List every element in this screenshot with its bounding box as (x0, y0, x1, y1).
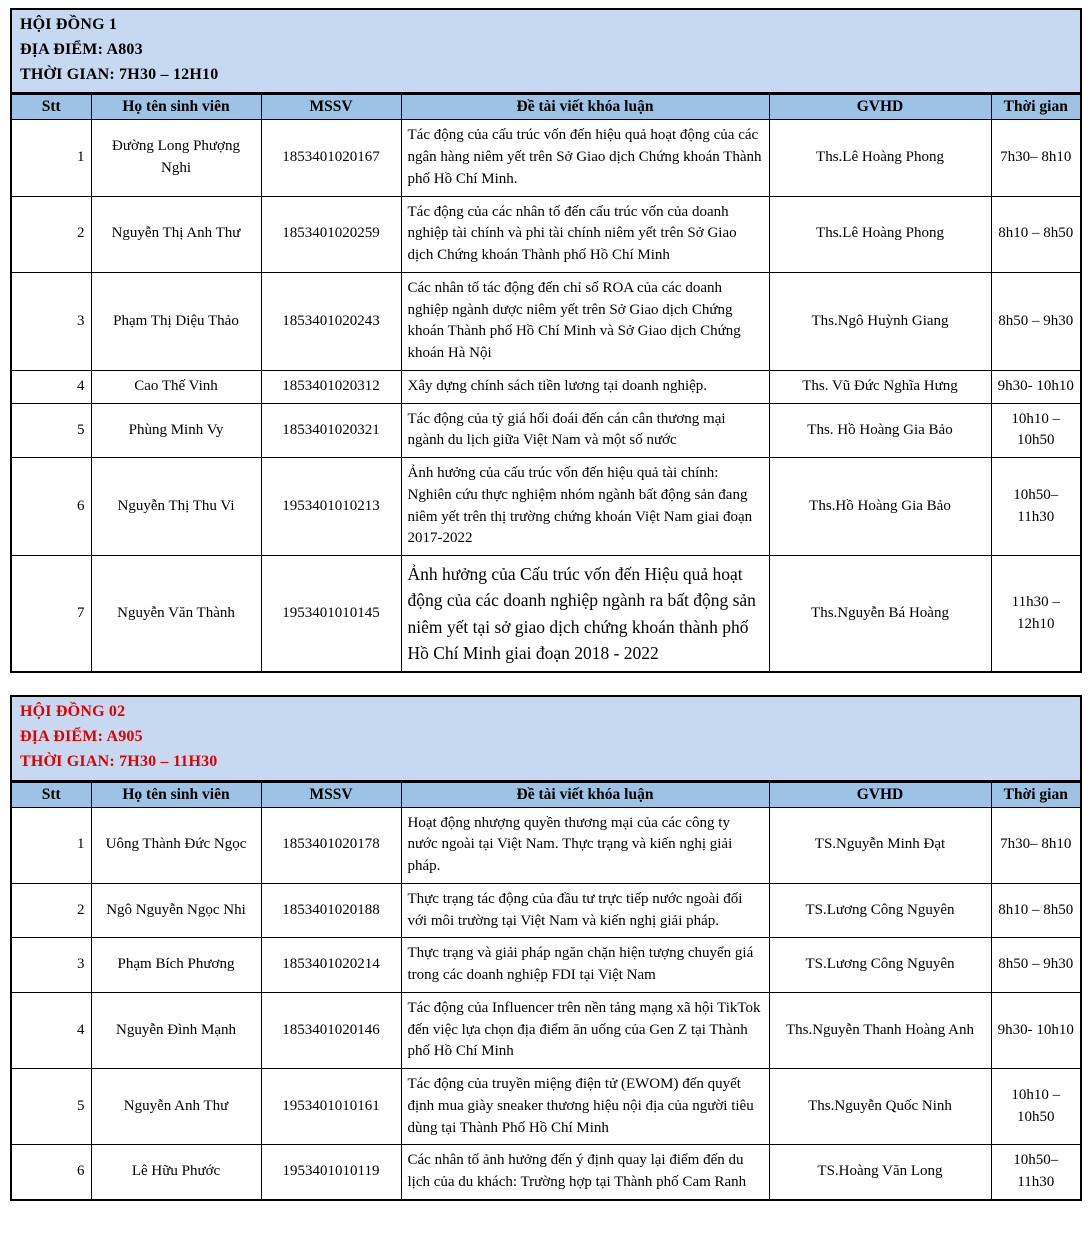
committee-location: ĐỊA ĐIỂM: A803 (20, 40, 143, 58)
table-header-row (11, 782, 1081, 808)
column-header-mssv: MSSV (261, 782, 401, 808)
table-row (11, 938, 1081, 993)
cell-advisor: TS.Hoàng Văn Long (769, 1145, 991, 1200)
cell-mssv: 1853401020243 (261, 272, 401, 370)
cell-stt: 6 (11, 458, 91, 556)
cell-time-slot: 10h10 – 10h50 (991, 1069, 1081, 1145)
cell-student-name: Phùng Minh Vy (91, 403, 261, 458)
cell-stt: 6 (11, 1145, 91, 1200)
cell-time-slot: 8h50 – 9h30 (991, 938, 1081, 993)
cell-stt: 4 (11, 370, 91, 403)
cell-mssv: 1853401020188 (261, 883, 401, 938)
committee-location: ĐỊA ĐIỂM: A905 (20, 727, 143, 745)
committee-time-range: THỜI GIAN: 7H30 – 12H10 (20, 65, 219, 83)
cell-stt: 4 (11, 992, 91, 1068)
cell-student-name: Nguyễn Văn Thành (91, 556, 261, 673)
committee-title: HỘI ĐỒNG 02 (20, 703, 126, 721)
cell-thesis-topic: Các nhân tố tác động đến chỉ số ROA của các doanh nghiệp ngành dược niêm yết trên Sở Giao dịch Chứng khoán Thành phố Hồ Chí Minh và Sở Giao dịch Chứng khoán Hà Nội (401, 272, 769, 370)
cell-thesis-topic: Tác động của tỷ giá hối đoái đến cán cân thương mại ngành du lịch giữa Việt Nam và một số nước (401, 403, 769, 458)
column-header-stt: Stt (11, 94, 91, 120)
cell-thesis-topic: Tác động của Influencer trên nền tảng mạng xã hội TikTok đến việc lựa chọn địa điểm ăn uống của Gen Z tại Thành phố Hồ Chí Minh (401, 992, 769, 1068)
cell-advisor: Ths.Lê Hoàng Phong (769, 120, 991, 196)
cell-student-name: Đường Long Phượng Nghi (91, 120, 261, 196)
column-header-stt: Stt (11, 782, 91, 808)
committees-container (10, 8, 1091, 1201)
cell-stt: 3 (11, 938, 91, 993)
cell-stt: 7 (11, 556, 91, 673)
column-header-thesis-topic: Đề tài viết khóa luận (401, 94, 769, 120)
cell-time-slot: 9h30- 10h10 (991, 992, 1081, 1068)
cell-student-name: Nguyễn Thị Thu Vi (91, 458, 261, 556)
table-row (11, 1145, 1081, 1200)
table-row (11, 883, 1081, 938)
table-row (11, 807, 1081, 883)
column-header-mssv: MSSV (261, 94, 401, 120)
cell-time-slot: 7h30– 8h10 (991, 807, 1081, 883)
cell-advisor: Ths.Nguyễn Quốc Ninh (769, 1069, 991, 1145)
cell-mssv: 1853401020167 (261, 120, 401, 196)
committee-info-block (10, 695, 1082, 780)
cell-advisor: Ths.Hồ Hoàng Gia Bảo (769, 458, 991, 556)
cell-advisor: TS.Lương Công Nguyên (769, 938, 991, 993)
cell-advisor: Ths. Hồ Hoàng Gia Bảo (769, 403, 991, 458)
cell-stt: 1 (11, 807, 91, 883)
table-row (11, 992, 1081, 1068)
cell-time-slot: 8h50 – 9h30 (991, 272, 1081, 370)
table-row (11, 458, 1081, 556)
committee-time-range: THỜI GIAN: 7H30 – 11H30 (20, 752, 218, 770)
cell-mssv: 1853401020214 (261, 938, 401, 993)
table-row (11, 403, 1081, 458)
table-row (11, 272, 1081, 370)
committee-info-block (10, 8, 1082, 93)
schedule-table (10, 93, 1082, 673)
committee-section (10, 695, 1082, 1201)
cell-mssv: 1853401020259 (261, 196, 401, 272)
cell-mssv: 1953401010119 (261, 1145, 401, 1200)
column-header-time-slot: Thời gian (991, 94, 1081, 120)
cell-mssv: 1853401020312 (261, 370, 401, 403)
column-header-time-slot: Thời gian (991, 782, 1081, 808)
table-row (11, 556, 1081, 673)
cell-student-name: Phạm Thị Diệu Thảo (91, 272, 261, 370)
cell-thesis-topic: Tác động của cấu trúc vốn đến hiệu quả hoạt động của các ngân hàng niêm yết trên Sở Giao dịch Chứng khoán Thành phố Hồ Chí Minh. (401, 120, 769, 196)
cell-advisor: Ths.Nguyễn Bá Hoàng (769, 556, 991, 673)
cell-stt: 2 (11, 196, 91, 272)
cell-thesis-topic: Tác động của truyền miệng điện tử (EWOM) đến quyết định mua giày sneaker thương hiệu nội địa của người tiêu dùng tại Thành Phố Hồ Chí Minh (401, 1069, 769, 1145)
cell-mssv: 1953401010161 (261, 1069, 401, 1145)
cell-student-name: Lê Hữu Phước (91, 1145, 261, 1200)
table-row (11, 1069, 1081, 1145)
cell-student-name: Nguyễn Thị Anh Thư (91, 196, 261, 272)
cell-student-name: Phạm Bích Phương (91, 938, 261, 993)
cell-thesis-topic: Xây dựng chính sách tiền lương tại doanh nghiệp. (401, 370, 769, 403)
table-row (11, 196, 1081, 272)
cell-student-name: Ngô Nguyễn Ngọc Nhi (91, 883, 261, 938)
cell-stt: 5 (11, 403, 91, 458)
cell-time-slot: 10h10 – 10h50 (991, 403, 1081, 458)
table-row (11, 120, 1081, 196)
cell-thesis-topic: Các nhân tố ảnh hưởng đến ý định quay lại điểm đến du lịch của du khách: Trường hợp tại Thành phố Cam Ranh (401, 1145, 769, 1200)
committee-section (10, 8, 1082, 673)
cell-time-slot: 11h30 – 12h10 (991, 556, 1081, 673)
column-header-advisor: GVHD (769, 94, 991, 120)
schedule-table (10, 781, 1082, 1201)
cell-mssv: 1953401010145 (261, 556, 401, 673)
cell-thesis-topic: Ảnh hưởng của Cấu trúc vốn đến Hiệu quả hoạt động của các doanh nghiệp ngành ra bất động sản niêm yết tại sở giao dịch chứng khoán thành phố Hồ Chí Minh giai đoạn 2018 - 2022 (401, 556, 769, 673)
cell-thesis-topic: Hoạt động nhượng quyền thương mại của các công ty nước ngoài tại Việt Nam. Thực trạng và kiến nghị giải pháp. (401, 807, 769, 883)
column-header-student-name: Họ tên sinh viên (91, 94, 261, 120)
cell-stt: 1 (11, 120, 91, 196)
cell-student-name: Nguyễn Đình Mạnh (91, 992, 261, 1068)
cell-mssv: 1853401020178 (261, 807, 401, 883)
cell-advisor: Ths. Vũ Đức Nghĩa Hưng (769, 370, 991, 403)
cell-stt: 5 (11, 1069, 91, 1145)
table-header-row (11, 94, 1081, 120)
cell-advisor: TS.Lương Công Nguyên (769, 883, 991, 938)
cell-stt: 2 (11, 883, 91, 938)
cell-thesis-topic: Ảnh hưởng của cấu trúc vốn đến hiệu quả tài chính: Nghiên cứu thực nghiệm nhóm ngành bất động sản đang niêm yết trên thị trường chứng khoán Việt Nam giai đoạn 2017-2022 (401, 458, 769, 556)
cell-time-slot: 8h10 – 8h50 (991, 196, 1081, 272)
cell-advisor: Ths.Lê Hoàng Phong (769, 196, 991, 272)
column-header-student-name: Họ tên sinh viên (91, 782, 261, 808)
cell-student-name: Uông Thành Đức Ngọc (91, 807, 261, 883)
cell-mssv: 1953401010213 (261, 458, 401, 556)
cell-time-slot: 8h10 – 8h50 (991, 883, 1081, 938)
column-header-thesis-topic: Đề tài viết khóa luận (401, 782, 769, 808)
cell-mssv: 1853401020146 (261, 992, 401, 1068)
table-row (11, 370, 1081, 403)
cell-mssv: 1853401020321 (261, 403, 401, 458)
cell-student-name: Nguyễn Anh Thư (91, 1069, 261, 1145)
cell-thesis-topic: Thực trạng và giải pháp ngăn chặn hiện tượng chuyển giá trong các doanh nghiệp FDI tại Việt Nam (401, 938, 769, 993)
committee-title: HỘI ĐỒNG 1 (20, 16, 118, 33)
cell-time-slot: 9h30- 10h10 (991, 370, 1081, 403)
cell-advisor: Ths.Ngô Huỳnh Giang (769, 272, 991, 370)
cell-advisor: TS.Nguyễn Minh Đạt (769, 807, 991, 883)
cell-time-slot: 7h30– 8h10 (991, 120, 1081, 196)
cell-time-slot: 10h50– 11h30 (991, 458, 1081, 556)
cell-student-name: Cao Thế Vinh (91, 370, 261, 403)
cell-stt: 3 (11, 272, 91, 370)
column-header-advisor: GVHD (769, 782, 991, 808)
cell-time-slot: 10h50– 11h30 (991, 1145, 1081, 1200)
cell-advisor: Ths.Nguyễn Thanh Hoàng Anh (769, 992, 991, 1068)
cell-thesis-topic: Tác động của các nhân tố đến cấu trúc vốn của doanh nghiệp tài chính và phi tài chính niêm yết trên Sở Giao dịch Chứng khoán Thành phố Hồ Chí Minh (401, 196, 769, 272)
cell-thesis-topic: Thực trạng tác động của đầu tư trực tiếp nước ngoài đối với môi trường tại Việt Nam và kiến nghị giải pháp. (401, 883, 769, 938)
